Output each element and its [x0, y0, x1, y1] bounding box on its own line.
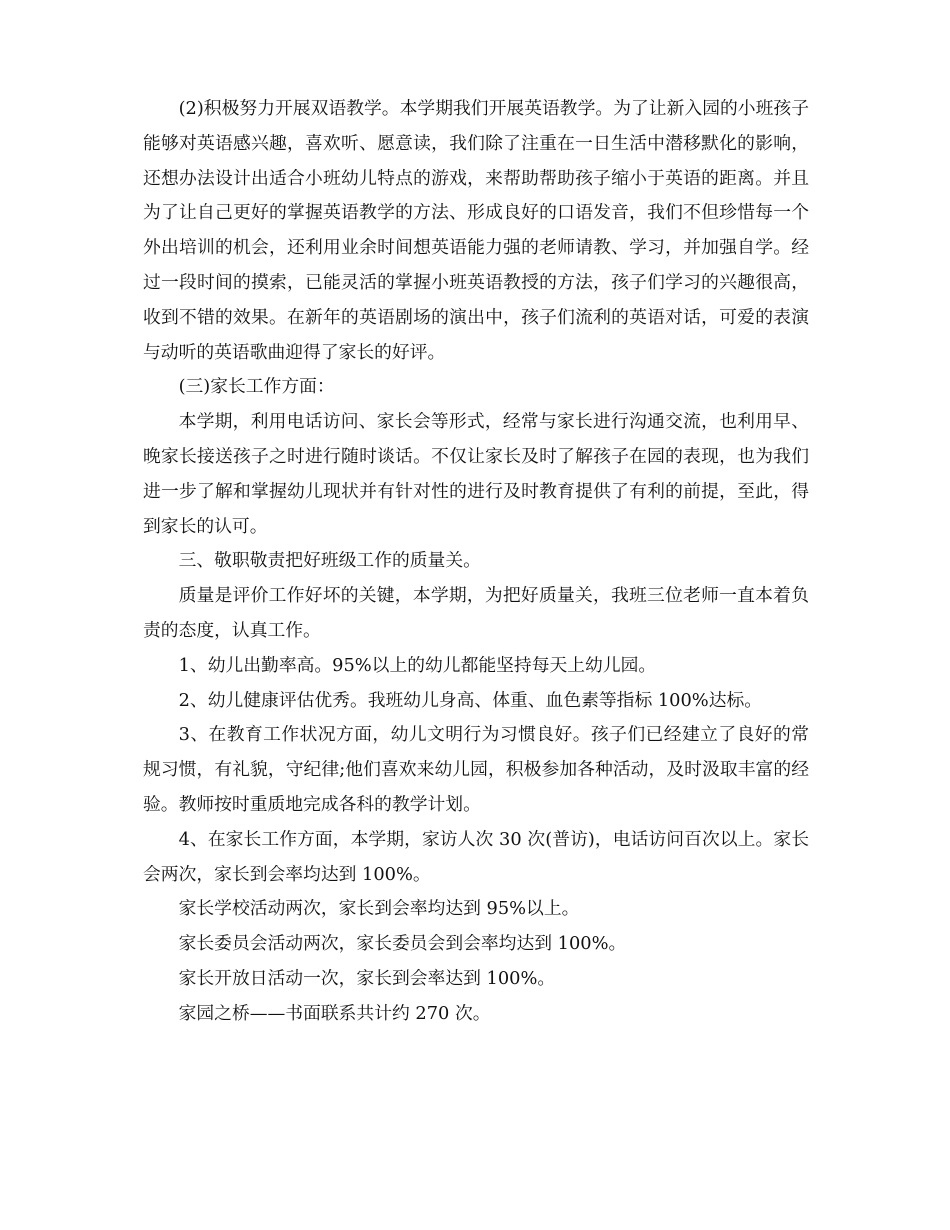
heading-quality-control: 三、敬职敬责把好班级工作的质量关。: [178, 550, 481, 572]
item-parent-work-stats: 4、在家长工作方面，本学期，家访人次 30 次(普访)，电话访问百次以上。家长会两次，家长到会率均达到 100%。: [143, 828, 809, 885]
heading-parent-work: (三)家长工作方面：: [178, 376, 335, 398]
item-attendance: 1、幼儿出勤率高。95%以上的幼儿都能坚持每天上幼儿园。: [178, 654, 657, 676]
paragraph-bilingual-teaching: (2)积极努力开展双语教学。本学期我们开展英语教学。为了让新入园的小班孩子能够对英语感兴趣，喜欢听、愿意读，我们除了注重在一日生活中潜移默化的影响，还想办法设计出适合小班幼儿特点的游戏，来帮助帮助孩子缩小于英语的距离。并且为了让自己更好的掌握英语教学的方法、形成良好的口语发音，我们不但珍惜每一个外出培训的机会，还利用业余时间想英语能力强的老师请教、学习，并加强自学。经过一段时间的摸索，已能灵活的掌握小班英语教授的方法，孩子们学习的兴趣很高，收到不错的效果。在新年的英语剧场的演出中，孩子们流利的英语对话，可爱的表演与动听的英语歌曲迎得了家长的好评。: [143, 98, 809, 363]
item-education-status: 3、在教育工作状况方面，幼儿文明行为习惯良好。孩子们已经建立了良好的常规习惯，有礼貌，守纪律;他们喜欢来幼儿园，积极参加各种活动，及时汲取丰富的经验。教师按时重质地完成各科的教学计划。: [143, 724, 809, 815]
paragraph-quality-intro: 质量是评价工作好坏的关键，本学期，为把好质量关，我班三位老师一直本着负责的态度，认真工作。: [143, 585, 809, 641]
stat-open-day: 家长开放日活动一次，家长到会率达到 100%。: [178, 967, 556, 989]
stat-parent-committee: 家长委员会活动两次，家长委员会到会率均达到 100%。: [178, 933, 627, 955]
item-health-assessment: 2、幼儿健康评估优秀。我班幼儿身高、体重、血色素等指标 100%达标。: [178, 689, 763, 711]
stat-parent-school: 家长学校活动两次，家长到会率均达到 95%以上。: [178, 898, 580, 920]
paragraph-parent-communication: 本学期，利用电话访问、家长会等形式，经常与家长进行沟通交流，也利用早、晚家长接送孩子之时进行随时谈话。不仅让家长及时了解孩子在园的表现，也为我们进一步了解和掌握幼儿现状并有针对性的进行及时教育提供了有利的前提，至此，得到家长的认可。: [143, 411, 809, 537]
document-body: [143, 92, 809, 1032]
stat-home-school-bridge: 家园之桥——书面联系共计约 270 次。: [178, 1002, 491, 1024]
